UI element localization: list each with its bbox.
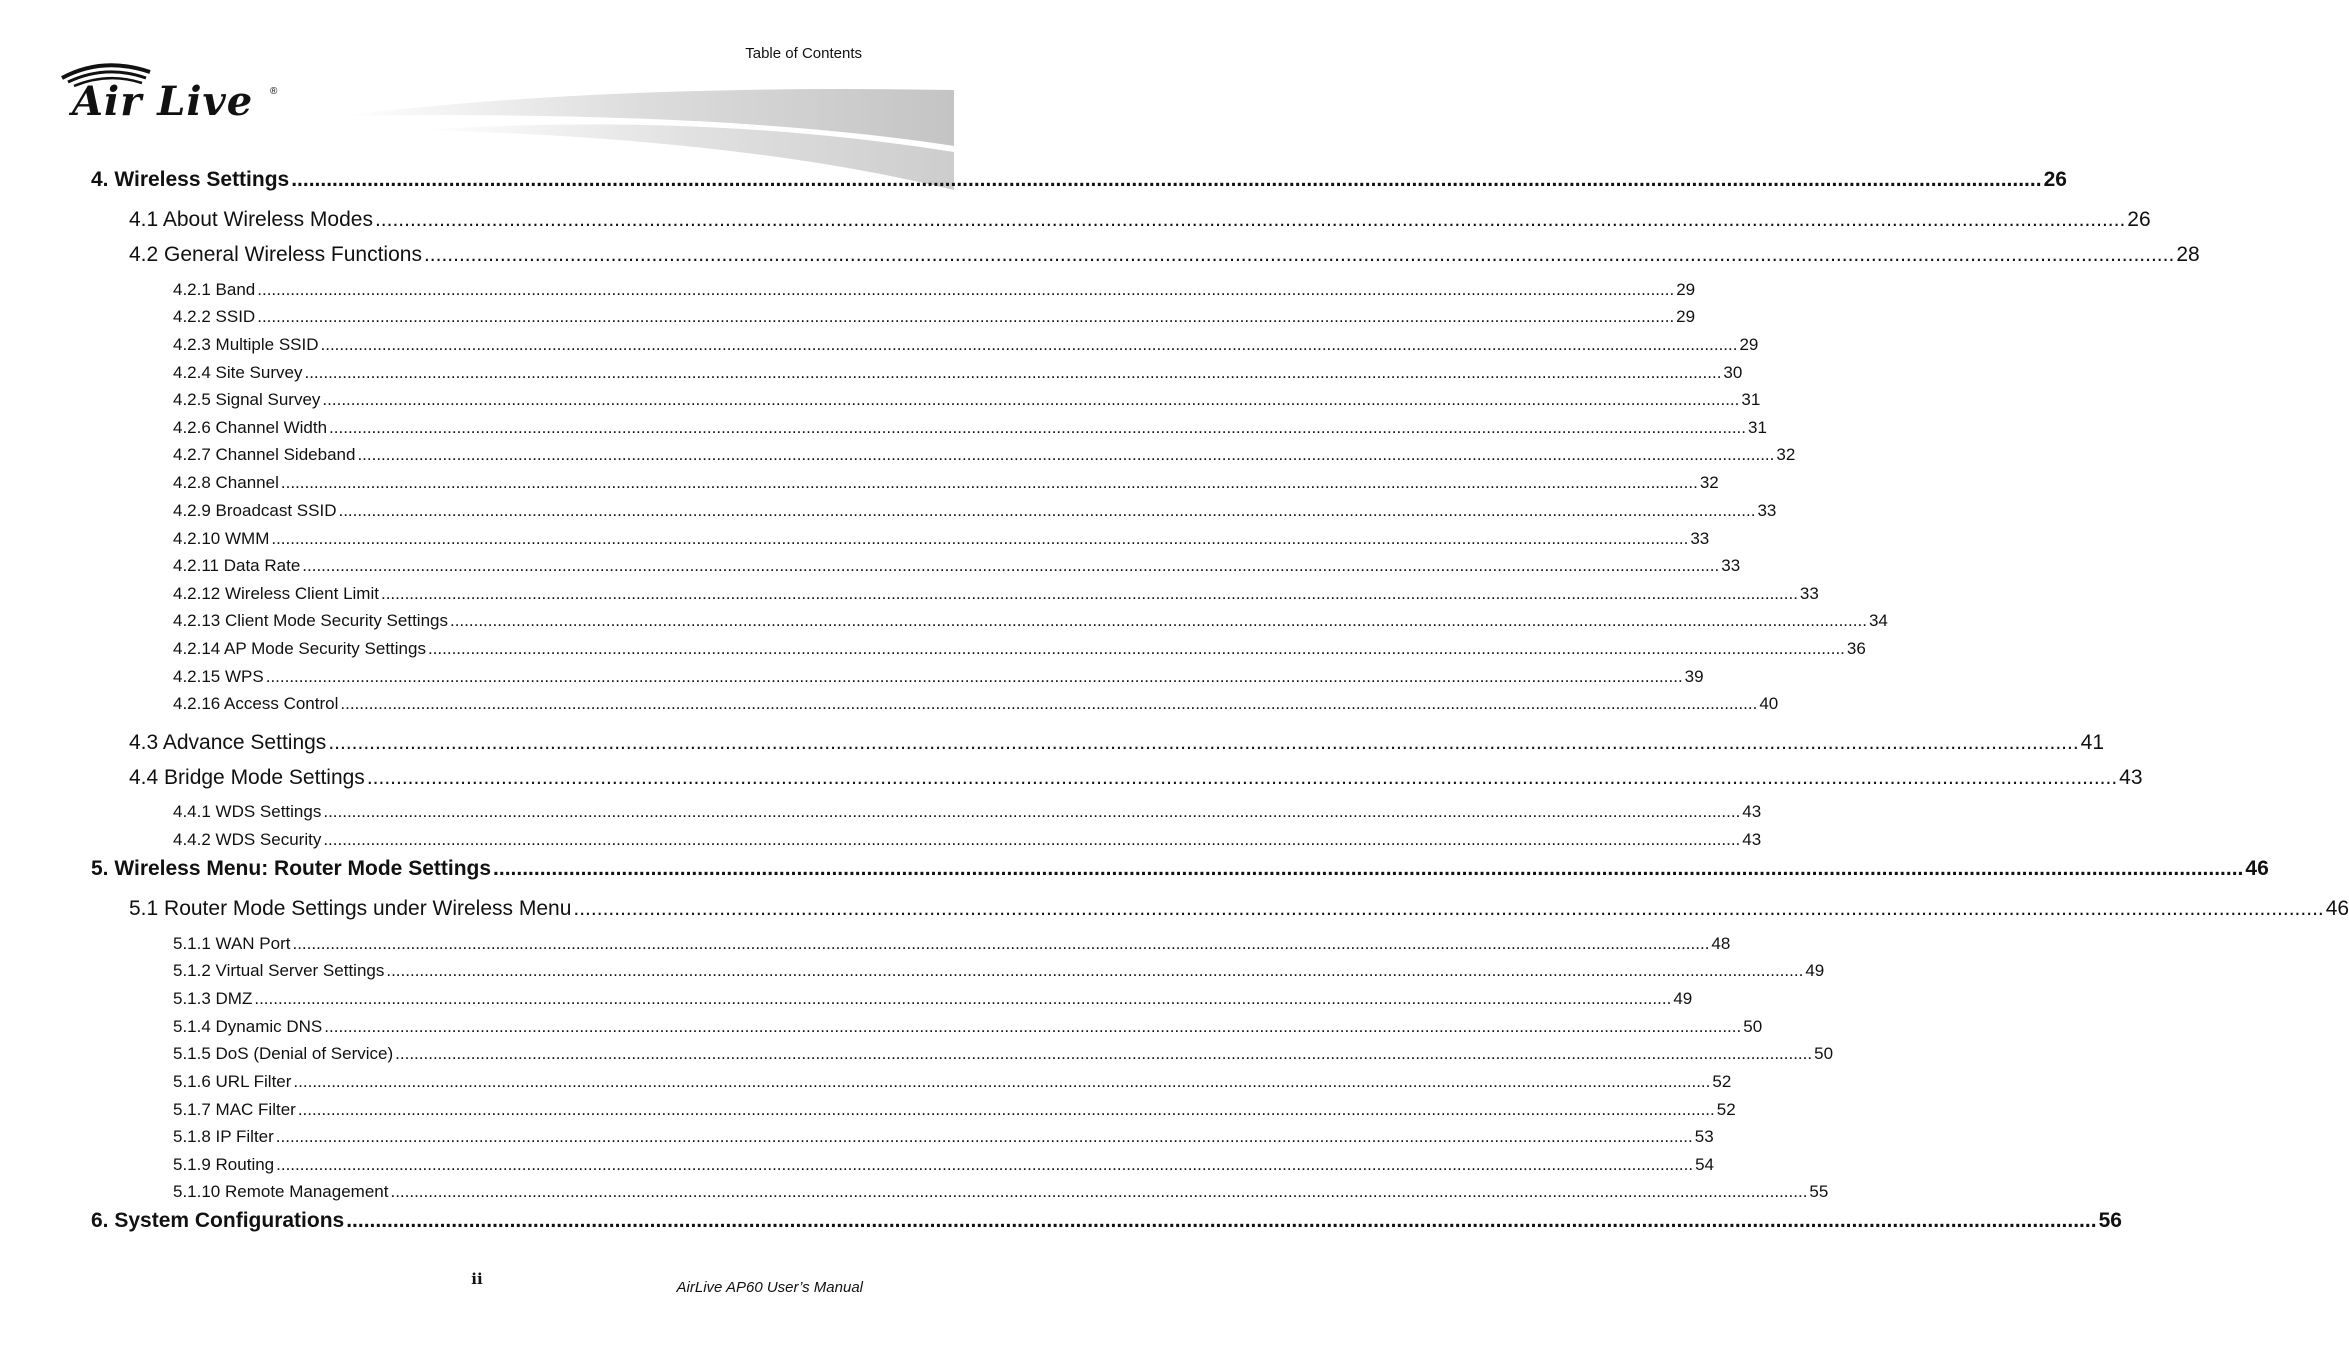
toc-entry-page: 50 (1743, 1017, 1763, 1036)
toc-leader-dots: ............................................................................................................................................................................................................................................................................................................ (380, 584, 1798, 603)
toc-entry-title: 5.1.9 Routing (173, 1155, 275, 1174)
toc-entry[interactable] (129, 731, 2105, 755)
toc-entry-page: 32 (1776, 445, 1796, 464)
toc-leader-dots: ............................................................................................................................................................................................................................................................................................................ (275, 1127, 1693, 1146)
toc-entry-page: 40 (1759, 694, 1779, 713)
toc-entry-page: 30 (1723, 363, 1743, 382)
toc-entry[interactable] (173, 694, 1779, 714)
logo-registered-mark: ® (270, 86, 278, 97)
toc-entry-title: 4.2.1 Band (173, 280, 256, 299)
toc-leader-dots: ............................................................................................................................................................................................................................................................................................................ (280, 473, 1698, 492)
toc-entry-page: 43 (1742, 802, 1762, 821)
toc-leader-dots: ............................................................................................................................................................................................................................................................................................................ (390, 1182, 1808, 1201)
toc-entry[interactable] (173, 335, 1759, 355)
toc-leader-dots: ............................................................................................................................................................................................................................................................................................................ (323, 830, 1741, 849)
toc-leader-dots: ............................................................................................................................................................................................................................................................................................................ (323, 802, 1741, 821)
toc-leader-dots: ............................................................................................................................................................................................................................................................................................................ (302, 556, 1720, 575)
toc-entry[interactable] (91, 857, 2269, 881)
toc-entry-title: 4.4 Bridge Mode Settings (129, 766, 365, 789)
toc-entry-page: 52 (1712, 1072, 1732, 1091)
toc-leader-dots: ............................................................................................................................................................................................................................................................................................................ (329, 418, 1746, 437)
toc-entry-page: 29 (1676, 307, 1696, 326)
toc-entry[interactable] (173, 307, 1696, 327)
toc-leader-dots: ............................................................................................................................................................................................................................................................................................................ (357, 445, 1775, 464)
toc-entry-title: 5.1.3 DMZ (173, 989, 253, 1008)
toc-leader-dots: ............................................................................................................................................................................................................................................................................................................ (297, 1100, 1715, 1119)
toc-entry[interactable] (173, 1155, 1715, 1175)
toc-entry-title: 4. Wireless Settings (91, 168, 290, 191)
toc-entry[interactable] (173, 961, 1825, 981)
toc-entry-page: 43 (2119, 766, 2143, 789)
toc-entry-page: 29 (1739, 335, 1759, 354)
toc-leader-dots: ............................................................................................................................................................................................................................................................................................................ (328, 731, 2079, 754)
toc-entry[interactable] (173, 390, 1761, 410)
toc-entry-title: 5.1.2 Virtual Server Settings (173, 961, 385, 980)
toc-entry-title: 4.2.10 WMM (173, 529, 270, 548)
toc-entry-title: 5.1.8 IP Filter (173, 1127, 274, 1146)
toc-entry-title: 5.1.6 URL Filter (173, 1072, 292, 1091)
toc-entry[interactable] (173, 802, 1762, 822)
toc-entry[interactable] (173, 445, 1796, 465)
toc-entry-title: 4.2.3 Multiple SSID (173, 335, 319, 354)
toc-entry-page: 43 (1742, 830, 1762, 849)
toc-entry-title: 4.2.6 Channel Width (173, 418, 328, 437)
toc-entry-page: 29 (1676, 280, 1696, 299)
toc-entry-page: 31 (1741, 390, 1761, 409)
toc-entry[interactable] (129, 208, 2151, 232)
toc-leader-dots: ............................................................................................................................................................................................................................................................................................................ (293, 1072, 1711, 1091)
toc-entry[interactable] (173, 1100, 1736, 1120)
toc-leader-dots: ............................................................................................................................................................................................................................................................................................................ (573, 897, 2324, 920)
toc-leader-dots: ............................................................................................................................................................................................................................................................................................................ (449, 611, 1867, 630)
toc-leader-dots: ............................................................................................................................................................................................................................................................................................................ (304, 363, 1722, 382)
toc-entry[interactable] (173, 1072, 1732, 1092)
toc-entry-title: 5.1.4 Dynamic DNS (173, 1017, 323, 1036)
toc-entry[interactable] (173, 639, 1866, 659)
toc-entry-page: 46 (2325, 897, 2349, 920)
toc-entry-title: 4.2.14 AP Mode Security Settings (173, 639, 426, 658)
toc-entry[interactable] (173, 418, 1767, 438)
toc-entry-title: 4.3 Advance Settings (129, 731, 327, 754)
page-number: ii (471, 1270, 483, 1288)
toc-entry[interactable] (173, 1017, 1763, 1037)
toc-entry-title: 4.2.8 Channel (173, 473, 279, 492)
toc-entry-page: 55 (1809, 1182, 1829, 1201)
toc-entry[interactable] (173, 1182, 1829, 1202)
footer-manual-title: AirLive AP60 User’s Manual (676, 1279, 863, 1296)
toc-entry-page: 33 (1690, 529, 1710, 548)
toc-entry-title: 4.2.4 Site Survey (173, 363, 303, 382)
toc-leader-dots: ............................................................................................................................................................................................................................................................................................................ (257, 280, 1675, 299)
toc-leader-dots: ............................................................................................................................................................................................................................................................................................................ (271, 529, 1689, 548)
toc-entry-page: 33 (1799, 584, 1819, 603)
toc-leader-dots: ............................................................................................................................................................................................................................................................................................................ (265, 667, 1683, 686)
toc-entry-title: 4.2 General Wireless Functions (129, 243, 422, 266)
toc-entry-page: 26 (2043, 168, 2067, 191)
toc-entry-page: 41 (2080, 731, 2105, 754)
toc-entry-title: 4.2.13 Client Mode Security Settings (173, 611, 448, 630)
toc-entry[interactable] (173, 989, 1693, 1009)
toc-entry-page: 33 (1757, 501, 1777, 520)
toc-entry[interactable] (173, 934, 1731, 954)
toc-entry-title: 5. Wireless Menu: Router Mode Settings (91, 857, 492, 880)
toc-entry-page: 36 (1846, 639, 1866, 658)
toc-leader-dots: ............................................................................................................................................................................................................................................................................................................ (320, 335, 1738, 354)
toc-entry-title: 4.4.1 WDS Settings (173, 802, 322, 821)
toc-leader-dots: ............................................................................................................................................................................................................................................................................................................ (254, 989, 1672, 1008)
toc-leader-dots: ............................................................................................................................................................................................................................................................................................................ (322, 390, 1740, 409)
toc-entry-title: 5.1.5 DoS (Denial of Service) (173, 1044, 394, 1063)
toc-leader-dots: ............................................................................................................................................................................................................................................................................................................ (292, 934, 1710, 953)
toc-leader-dots: ............................................................................................................................................................................................................................................................................................................ (340, 694, 1758, 713)
toc-leader-dots: ............................................................................................................................................................................................................................................................................................................ (386, 961, 1804, 980)
toc-leader-dots: ............................................................................................................................................................................................................................................................................................................ (493, 857, 2244, 880)
toc-entry-title: 5.1.10 Remote Management (173, 1182, 389, 1201)
toc-leader-dots: ............................................................................................................................................................................................................................................................................................................ (338, 501, 1756, 520)
toc-entry-page: 46 (2245, 857, 2269, 880)
toc-leader-dots: ............................................................................................................................................................................................................................................................................................................ (346, 1209, 2097, 1232)
toc-entry-page: 50 (1814, 1044, 1834, 1063)
toc-entry-page: 48 (1711, 934, 1731, 953)
toc-leader-dots: ............................................................................................................................................................................................................................................................................................................ (427, 639, 1845, 658)
toc-entry-page: 34 (1868, 611, 1888, 630)
toc-entry-title: 4.2.16 Access Control (173, 694, 339, 713)
toc-leader-dots: ............................................................................................................................................................................................................................................................................................................ (324, 1017, 1742, 1036)
toc-entry-page: 49 (1805, 961, 1825, 980)
toc-leader-dots: ............................................................................................................................................................................................................................................................................................................ (366, 766, 2118, 789)
toc-entry[interactable] (129, 243, 2200, 267)
toc-entry-title: 4.1 About Wireless Modes (129, 208, 373, 231)
toc-entry[interactable] (173, 556, 1741, 576)
toc-entry-title: 4.2.7 Channel Sideband (173, 445, 356, 464)
toc-entry[interactable] (173, 1044, 1834, 1064)
toc-leader-dots: ............................................................................................................................................................................................................................................................................................................ (276, 1155, 1694, 1174)
toc-entry[interactable] (173, 584, 1819, 604)
toc-entry[interactable] (91, 168, 2067, 192)
toc-entry[interactable] (129, 897, 2349, 921)
toc-leader-dots: ............................................................................................................................................................................................................................................................................................................ (291, 168, 2042, 191)
toc-entry-page: 32 (1699, 473, 1719, 492)
toc-entry[interactable] (173, 363, 1743, 383)
toc-entry-page: 52 (1716, 1100, 1736, 1119)
toc-entry-title: 5.1.1 WAN Port (173, 934, 291, 953)
toc-entry-page: 53 (1694, 1127, 1714, 1146)
toc-entry-page: 54 (1695, 1155, 1715, 1174)
toc-entry-page: 31 (1748, 418, 1767, 437)
toc-entry-title: 4.2.5 Signal Survey (173, 390, 321, 409)
toc-leader-dots: ............................................................................................................................................................................................................................................................................................................ (395, 1044, 1813, 1063)
toc-entry-title: 4.2.2 SSID (173, 307, 256, 326)
toc-entry-page: 26 (2127, 208, 2151, 231)
toc-entry[interactable] (91, 1209, 2122, 1233)
toc-entry[interactable] (173, 529, 1710, 549)
toc-entry-title: 6. System Configurations (91, 1209, 345, 1232)
toc-entry-title: 4.2.12 Wireless Client Limit (173, 584, 379, 603)
toc-entry[interactable] (173, 473, 1719, 493)
toc-entry[interactable] (173, 1127, 1714, 1147)
toc-entry-title: 5.1 Router Mode Settings under Wireless Menu (129, 897, 572, 920)
toc-entry-page: 56 (2098, 1209, 2122, 1232)
toc-entry[interactable] (173, 830, 1762, 850)
toc-entry-page: 49 (1673, 989, 1693, 1008)
logo-text: Air Live (72, 78, 254, 125)
toc-entry-title: 5.1.7 MAC Filter (173, 1100, 296, 1119)
toc-entry[interactable] (173, 280, 1696, 300)
toc-entry[interactable] (173, 667, 1704, 687)
toc-entry[interactable] (173, 611, 1888, 631)
header-section-label: Table of Contents (745, 45, 862, 62)
toc-entry-page: 33 (1721, 556, 1741, 575)
toc-leader-dots: ............................................................................................................................................................................................................................................................................................................ (423, 243, 2175, 266)
toc-entry-page: 39 (1684, 667, 1704, 686)
toc-entry[interactable] (129, 766, 2143, 790)
toc-entry-page: 28 (2176, 243, 2200, 266)
toc-entry[interactable] (173, 501, 1777, 521)
toc-entry-title: 4.2.9 Broadcast SSID (173, 501, 337, 520)
toc-entry-title: 4.2.11 Data Rate (173, 556, 301, 575)
toc-leader-dots: ............................................................................................................................................................................................................................................................................................................ (374, 208, 2126, 231)
toc-leader-dots: ............................................................................................................................................................................................................................................................................................................ (257, 307, 1675, 326)
toc-entry-title: 4.4.2 WDS Security (173, 830, 322, 849)
toc-entry-title: 4.2.15 WPS (173, 667, 264, 686)
